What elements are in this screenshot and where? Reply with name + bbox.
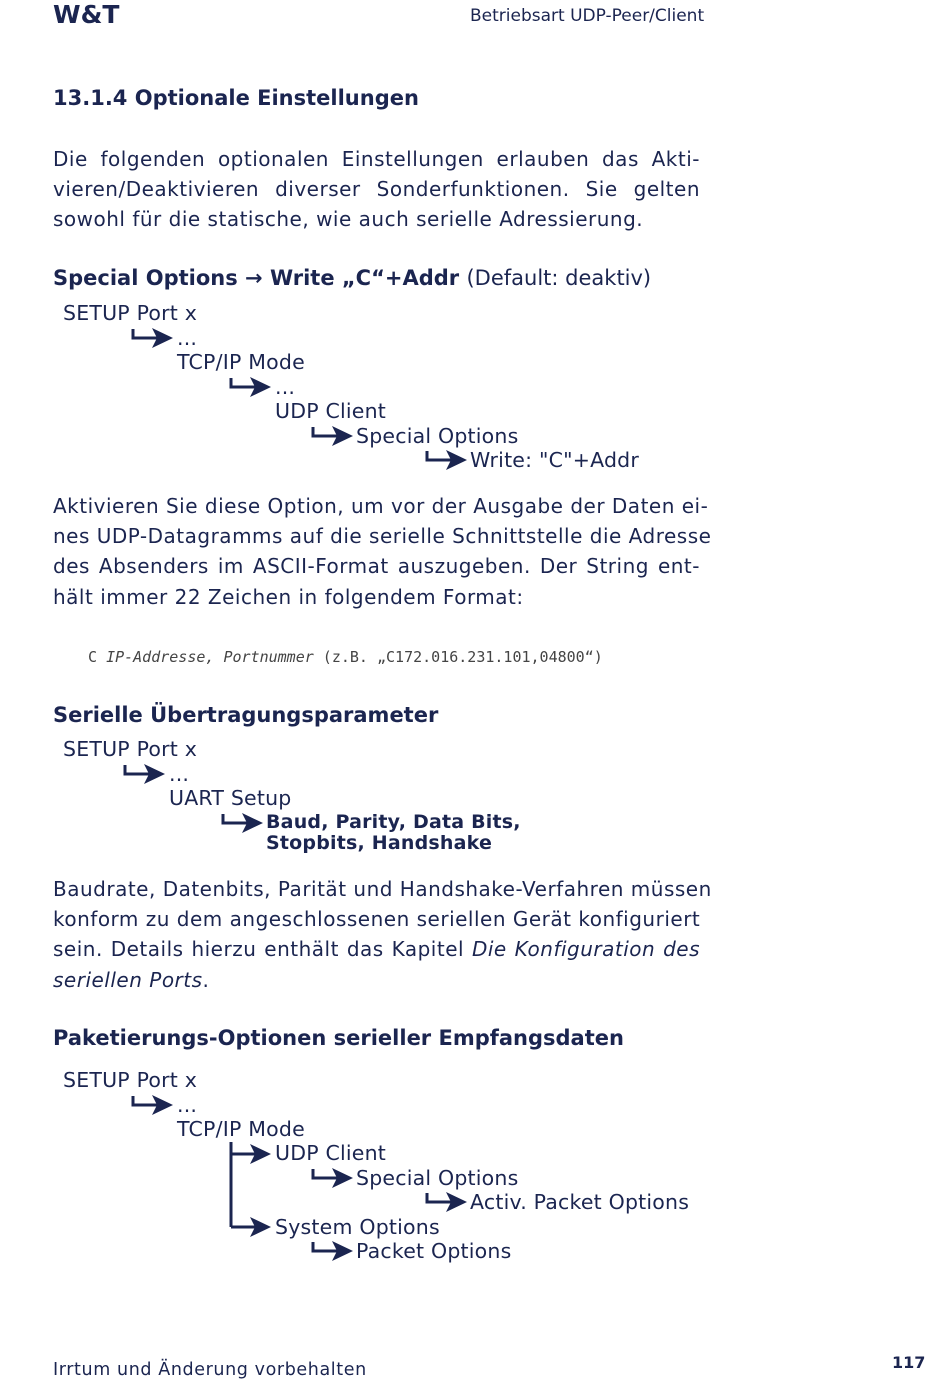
description-text: sein. Details hierzu enthält das Kapitel <box>53 937 465 962</box>
hook-arrow-icon <box>220 812 264 834</box>
tree-uart-params: Baud, Parity, Data Bits, <box>266 811 521 833</box>
page-number: 117 <box>892 1353 926 1372</box>
tree-packet-options: Packet Options <box>356 1239 512 1263</box>
serial-params-heading: Serielle Übertragungsparameter <box>53 703 439 727</box>
tree-tcpip-mode: TCP/IP Mode <box>177 1117 305 1141</box>
serial-params-description <box>53 874 712 995</box>
tree-udp-client: UDP Client <box>275 399 387 423</box>
description-line: hält immer 22 Zeichen in folgendem Format: <box>53 584 524 609</box>
hook-arrow-icon <box>130 1094 174 1116</box>
format-prefix: C <box>88 648 107 666</box>
tree-ellipsis: ... <box>177 1093 198 1117</box>
hook-arrow-icon <box>424 1191 468 1213</box>
special-options-heading <box>53 266 651 290</box>
chapter-reference: Die Konfiguration des <box>471 937 701 962</box>
description-line: Aktivieren Sie diese Option, um vor der Ausgabe der Daten ei- <box>53 494 709 518</box>
hook-arrow-icon <box>310 1240 354 1262</box>
description-line: nes UDP-Datagramms auf die serielle Schnittstelle die Adresse <box>53 524 712 549</box>
format-example: (z.B. „C172.016.231.101,04800“) <box>313 648 603 666</box>
tree-special-options: Special Options <box>356 1166 519 1190</box>
description-line: Baudrate, Datenbits, Parität und Handshake-Verfahren müssen <box>53 877 712 901</box>
hook-arrow-icon <box>424 449 468 471</box>
intro-line: Die folgenden optionalen Einstellungen erlauben das Akti- <box>53 147 700 171</box>
hook-arrow-icon <box>310 425 354 447</box>
running-title: Betriebsart UDP-Peer/Client <box>470 6 705 26</box>
tree-setup-port: SETUP Port x <box>63 301 198 325</box>
section-title: 13.1.4 Optionale Einstellungen <box>53 86 419 110</box>
intro-line: sowohl für die statische, wie auch serielle Adressierung. <box>53 207 644 232</box>
tree-uart-setup: UART Setup <box>169 786 292 810</box>
hook-arrow-icon <box>130 327 174 349</box>
tree-activ-packet-options: Activ. Packet Options <box>470 1190 690 1214</box>
tree-uart-params: Stopbits, Handshake <box>266 832 493 854</box>
description-line: konform zu dem angeschlossenen seriellen Gerät konfiguriert <box>53 907 701 932</box>
tree-udp-client: UDP Client <box>275 1141 387 1165</box>
description-text: . <box>202 967 210 992</box>
description-line <box>53 934 700 964</box>
tree-ellipsis: ... <box>169 762 190 786</box>
special-options-default: (Default: deaktiv) <box>466 266 652 290</box>
packet-options-heading: Paketierungs-Optionen serieller Empfangsdaten <box>53 1026 624 1050</box>
hook-arrow-icon <box>310 1167 354 1189</box>
format-fields: IP-Addresse, Portnummer <box>106 648 314 666</box>
tree-setup-port: SETUP Port x <box>63 1068 198 1092</box>
address-format-code <box>88 648 603 666</box>
hook-arrow-icon <box>122 763 166 785</box>
tree-tcpip-mode: TCP/IP Mode <box>177 350 305 374</box>
chapter-reference: seriellen Ports <box>53 967 203 992</box>
special-options-heading-bold: Special Options → Write „C“+Addr <box>53 266 460 290</box>
tree-setup-port: SETUP Port x <box>63 737 198 761</box>
special-options-description <box>53 491 712 612</box>
tree-ellipsis: ... <box>177 326 198 350</box>
intro-line: vieren/Deaktivieren diverser Sonderfunktionen. Sie gelten <box>53 177 700 202</box>
brand-logo: W&T <box>53 0 120 29</box>
footer-note: Irrtum und Änderung vorbehalten <box>53 1360 367 1380</box>
tree-system-options: System Options <box>275 1215 440 1239</box>
tree-ellipsis: ... <box>275 375 296 399</box>
tree-special-options: Special Options <box>356 424 519 448</box>
tree-write-addr: Write: "C"+Addr <box>470 448 640 472</box>
intro-paragraph <box>53 144 700 235</box>
branch-arrow-icon <box>228 1142 272 1240</box>
hook-arrow-icon <box>228 376 272 398</box>
description-line <box>53 965 700 995</box>
description-line: des Absenders im ASCII-Format auszugeben. Der String ent- <box>53 554 700 579</box>
